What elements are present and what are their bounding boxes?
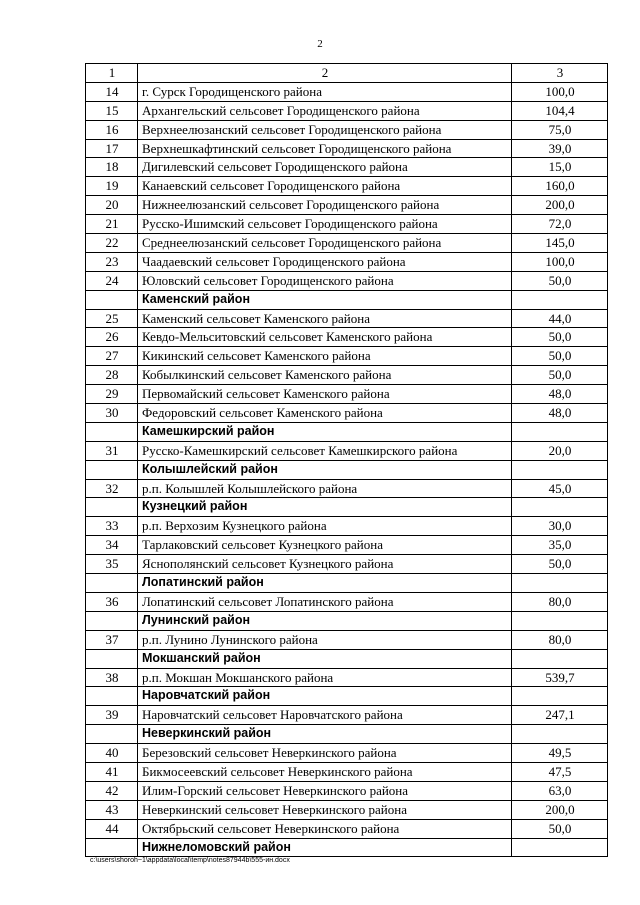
row-name-cell: Канаевский сельсовет Городищенского района <box>138 177 512 196</box>
row-value-cell: 30,0 <box>512 517 608 536</box>
row-number-cell: 35 <box>86 555 138 574</box>
column-header-name: 2 <box>138 64 512 83</box>
row-name-cell: Березовский сельсовет Неверкинского района <box>138 744 512 763</box>
table-row <box>86 252 608 271</box>
row-number-cell: 18 <box>86 158 138 177</box>
table-row <box>86 800 608 819</box>
row-number-cell: 15 <box>86 101 138 120</box>
row-value-cell: 50,0 <box>512 347 608 366</box>
district-heading: Нижнеломовский район <box>138 838 512 857</box>
district-section-row <box>86 422 608 441</box>
district-section-row <box>86 725 608 744</box>
row-number-cell: 29 <box>86 385 138 404</box>
table-row <box>86 706 608 725</box>
district-heading: Каменский район <box>138 290 512 309</box>
row-value-cell: 50,0 <box>512 328 608 347</box>
row-value-cell: 47,5 <box>512 762 608 781</box>
row-number-cell: 31 <box>86 441 138 460</box>
row-name-cell: Русско-Ишимский сельсовет Городищенского района <box>138 215 512 234</box>
row-number-cell: 43 <box>86 800 138 819</box>
row-number-cell: 39 <box>86 706 138 725</box>
table-body <box>86 64 608 857</box>
table-row <box>86 177 608 196</box>
row-number-cell: 25 <box>86 309 138 328</box>
table-row <box>86 196 608 215</box>
row-name-cell: Тарлаковский сельсовет Кузнецкого района <box>138 536 512 555</box>
row-name-cell: р.п. Верхозим Кузнецкого района <box>138 517 512 536</box>
file-path-footer: c:\users\shoroh~1\appdata\local\temp\notes87944b\555-ин.docx <box>90 857 290 864</box>
row-value-cell: 50,0 <box>512 366 608 385</box>
row-number-cell: 44 <box>86 819 138 838</box>
row-name-cell: Федоровский сельсовет Каменского района <box>138 404 512 423</box>
row-number-cell <box>86 725 138 744</box>
table-row <box>86 82 608 101</box>
table-row <box>86 781 608 800</box>
row-number-cell <box>86 574 138 593</box>
row-name-cell: р.п. Лунино Лунинского района <box>138 630 512 649</box>
table-row <box>86 819 608 838</box>
row-value-cell: 50,0 <box>512 271 608 290</box>
row-value-cell: 35,0 <box>512 536 608 555</box>
row-value-cell <box>512 649 608 668</box>
row-name-cell: р.п. Колышлей Колышлейского района <box>138 479 512 498</box>
row-number-cell <box>86 460 138 479</box>
row-name-cell: Лопатинский сельсовет Лопатинского района <box>138 592 512 611</box>
table-row <box>86 309 608 328</box>
table-row <box>86 120 608 139</box>
table-row <box>86 347 608 366</box>
table-row <box>86 366 608 385</box>
table-row <box>86 215 608 234</box>
table-row <box>86 158 608 177</box>
row-value-cell: 50,0 <box>512 555 608 574</box>
row-value-cell: 80,0 <box>512 630 608 649</box>
row-name-cell: Илим-Горский сельсовет Неверкинского района <box>138 781 512 800</box>
table-row <box>86 555 608 574</box>
row-name-cell: Бикмосеевский сельсовет Неверкинского района <box>138 762 512 781</box>
row-value-cell <box>512 725 608 744</box>
row-name-cell: Дигилевский сельсовет Городищенского района <box>138 158 512 177</box>
row-number-cell <box>86 687 138 706</box>
row-value-cell <box>512 460 608 479</box>
row-name-cell: Октябрьский сельсовет Неверкинского района <box>138 819 512 838</box>
row-value-cell: 48,0 <box>512 385 608 404</box>
row-number-cell: 27 <box>86 347 138 366</box>
table-row <box>86 404 608 423</box>
table-row <box>86 271 608 290</box>
row-name-cell: Яснополянский сельсовет Кузнецкого района <box>138 555 512 574</box>
table-row <box>86 139 608 158</box>
district-heading: Лунинский район <box>138 611 512 630</box>
row-number-cell: 26 <box>86 328 138 347</box>
column-header-value: 3 <box>512 64 608 83</box>
row-name-cell: Русско-Камешкирский сельсовет Камешкирского района <box>138 441 512 460</box>
row-number-cell: 37 <box>86 630 138 649</box>
table-row <box>86 536 608 555</box>
district-heading: Наровчатский район <box>138 687 512 706</box>
row-value-cell: 104,4 <box>512 101 608 120</box>
table-row <box>86 592 608 611</box>
row-value-cell: 100,0 <box>512 252 608 271</box>
row-number-cell: 17 <box>86 139 138 158</box>
column-header-number: 1 <box>86 64 138 83</box>
row-name-cell: Верхнеелюзанский сельсовет Городищенского района <box>138 120 512 139</box>
row-number-cell: 33 <box>86 517 138 536</box>
district-section-row <box>86 290 608 309</box>
row-number-cell <box>86 290 138 309</box>
row-number-cell: 34 <box>86 536 138 555</box>
row-value-cell: 100,0 <box>512 82 608 101</box>
row-value-cell: 63,0 <box>512 781 608 800</box>
row-value-cell: 20,0 <box>512 441 608 460</box>
row-value-cell: 45,0 <box>512 479 608 498</box>
row-name-cell: Чаадаевский сельсовет Городищенского района <box>138 252 512 271</box>
row-name-cell: Архангельский сельсовет Городищенского района <box>138 101 512 120</box>
row-number-cell <box>86 422 138 441</box>
table-row <box>86 101 608 120</box>
district-section-row <box>86 611 608 630</box>
row-name-cell: Кобылкинский сельсовет Каменского района <box>138 366 512 385</box>
row-value-cell <box>512 838 608 857</box>
row-number-cell <box>86 649 138 668</box>
row-value-cell <box>512 422 608 441</box>
row-value-cell: 200,0 <box>512 800 608 819</box>
table-row <box>86 630 608 649</box>
district-heading: Кузнецкий район <box>138 498 512 517</box>
table-row <box>86 744 608 763</box>
table-row <box>86 762 608 781</box>
row-name-cell: Неверкинский сельсовет Неверкинского района <box>138 800 512 819</box>
row-name-cell: Кикинский сельсовет Каменского района <box>138 347 512 366</box>
district-section-row <box>86 687 608 706</box>
row-name-cell: Среднеелюзанский сельсовет Городищенского района <box>138 234 512 253</box>
row-value-cell: 15,0 <box>512 158 608 177</box>
row-name-cell: Первомайский сельсовет Каменского района <box>138 385 512 404</box>
row-value-cell: 160,0 <box>512 177 608 196</box>
row-name-cell: Нижнеелюзанский сельсовет Городищенского района <box>138 196 512 215</box>
row-number-cell: 36 <box>86 592 138 611</box>
district-section-row <box>86 460 608 479</box>
district-heading: Колышлейский район <box>138 460 512 479</box>
allocation-table <box>85 63 608 857</box>
row-number-cell <box>86 611 138 630</box>
district-heading: Камешкирский район <box>138 422 512 441</box>
table-row <box>86 441 608 460</box>
row-name-cell: г. Сурск Городищенского района <box>138 82 512 101</box>
row-number-cell: 32 <box>86 479 138 498</box>
row-number-cell: 14 <box>86 82 138 101</box>
row-value-cell: 200,0 <box>512 196 608 215</box>
row-value-cell <box>512 611 608 630</box>
table-row <box>86 517 608 536</box>
row-name-cell: р.п. Мокшан Мокшанского района <box>138 668 512 687</box>
district-section-row <box>86 574 608 593</box>
table-header-row <box>86 64 608 83</box>
row-number-cell: 30 <box>86 404 138 423</box>
row-number-cell: 22 <box>86 234 138 253</box>
row-value-cell <box>512 687 608 706</box>
row-number-cell: 42 <box>86 781 138 800</box>
row-name-cell: Наровчатский сельсовет Наровчатского района <box>138 706 512 725</box>
row-value-cell: 145,0 <box>512 234 608 253</box>
row-number-cell <box>86 498 138 517</box>
row-number-cell: 23 <box>86 252 138 271</box>
row-number-cell: 28 <box>86 366 138 385</box>
district-section-row <box>86 649 608 668</box>
row-value-cell: 50,0 <box>512 819 608 838</box>
row-value-cell: 44,0 <box>512 309 608 328</box>
table-row <box>86 234 608 253</box>
district-heading: Неверкинский район <box>138 725 512 744</box>
table-row <box>86 479 608 498</box>
row-number-cell: 40 <box>86 744 138 763</box>
row-number-cell: 21 <box>86 215 138 234</box>
row-value-cell: 80,0 <box>512 592 608 611</box>
row-name-cell: Юловский сельсовет Городищенского района <box>138 271 512 290</box>
row-number-cell: 16 <box>86 120 138 139</box>
page-number: 2 <box>317 38 323 50</box>
district-heading: Лопатинский район <box>138 574 512 593</box>
row-name-cell: Кевдо-Мельситовский сельсовет Каменского района <box>138 328 512 347</box>
row-value-cell <box>512 498 608 517</box>
district-heading: Мокшанский район <box>138 649 512 668</box>
row-value-cell: 539,7 <box>512 668 608 687</box>
district-section-row <box>86 498 608 517</box>
row-number-cell: 41 <box>86 762 138 781</box>
row-value-cell <box>512 574 608 593</box>
row-number-cell <box>86 838 138 857</box>
row-value-cell: 48,0 <box>512 404 608 423</box>
row-value-cell: 49,5 <box>512 744 608 763</box>
district-section-row <box>86 838 608 857</box>
row-value-cell <box>512 290 608 309</box>
row-value-cell: 72,0 <box>512 215 608 234</box>
row-name-cell: Каменский сельсовет Каменского района <box>138 309 512 328</box>
row-name-cell: Верхнешкафтинский сельсовет Городищенского района <box>138 139 512 158</box>
table-row <box>86 668 608 687</box>
table-row <box>86 328 608 347</box>
row-number-cell: 38 <box>86 668 138 687</box>
row-number-cell: 20 <box>86 196 138 215</box>
row-value-cell: 39,0 <box>512 139 608 158</box>
row-value-cell: 75,0 <box>512 120 608 139</box>
row-value-cell: 247,1 <box>512 706 608 725</box>
row-number-cell: 24 <box>86 271 138 290</box>
row-number-cell: 19 <box>86 177 138 196</box>
table-row <box>86 385 608 404</box>
